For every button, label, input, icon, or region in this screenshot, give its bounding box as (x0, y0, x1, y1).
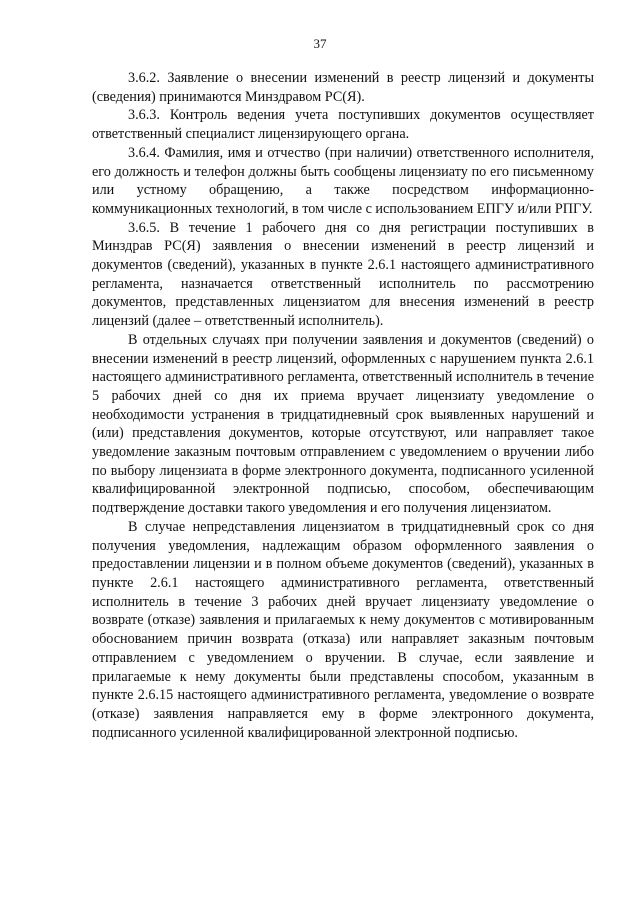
document-body (92, 69, 594, 742)
paragraph-3-6-2: 3.6.2. Заявление о внесении изменений в реестр лицензий и документы (сведения) принимаются Минздравом РС(Я). (92, 70, 594, 105)
paragraph-violations-notice: В отдельных случаях при получении заявления и документов (сведений) о внесении изменений в реестр лицензий, оформленных с нарушением пункта 2.6.1 настоящего административного регламента, ответственный исполнитель в течение 5 рабочих дней со дня их приема вручает лицензиату уведомление о необходимости устранения в тридцатидневный срок выявленных нарушений и (или) представления документов, которые отсутствуют, или направляет такое уведомление заказным почтовым отправлением с уведомлением о вручении либо по выбору лицензиата в форме электронного документа, подписанного усиленной квалифицированной электронной подписью, способом, обеспечивающим подтверждение доставки такого уведомления и его получения лицензиатом. (92, 331, 594, 517)
paragraph-3-6-5: 3.6.5. В течение 1 рабочего дня со дня регистрации поступивших в Минздрав РС(Я) заявления о внесении изменений в реестр лицензий и документов (сведений), указанных в пункте 2.6.1 настоящего административного регламента, назначается ответственный исполнитель по рассмотрению документов, представленных лицензиатом для внесения изменений в реестр лицензий (далее – ответственный исполнитель). (92, 219, 594, 330)
page-number: 37 (313, 36, 327, 51)
paragraph-3-6-3: 3.6.3. Контроль ведения учета поступивших документов осуществляет ответственный специалист лицензирующего органа. (92, 107, 594, 143)
paragraph-3-6-4: 3.6.4. Фамилия, имя и отчество (при наличии) ответственного исполнителя, его должность и телефон должны быть сообщены лицензиату по его письменному или устному обращению, а также посредством информационно-коммуникационных технологий, в том числе с использованием ЕПГУ и/или РПГУ. (92, 144, 594, 217)
paragraph-return-notice: В случае непредставления лицензиатом в тридцатидневный срок со дня получения уведомления, надлежащим образом оформленного заявления о предоставлении лицензии и в полном объеме документов (сведений), указанных в пункте 2.6.1 настоящего административного регламента, ответственный исполнитель в течение 3 рабочих дней вручает лицензиату уведомление о возврате (отказе) заявления и прилагаемых к нему документов с мотивированным обоснованием причин возврата (отказа) или направляет заказным почтовым отправлением с уведомлением о вручении. В случае, если заявление и прилагаемые к нему документы были представлены способом, указанным в пункте 2.6.15 настоящего административного регламента, уведомление о возврате (отказе) заявления направляется ему в форме электронного документа, подписанного усиленной квалифицированной электронной подписью. (92, 518, 594, 741)
